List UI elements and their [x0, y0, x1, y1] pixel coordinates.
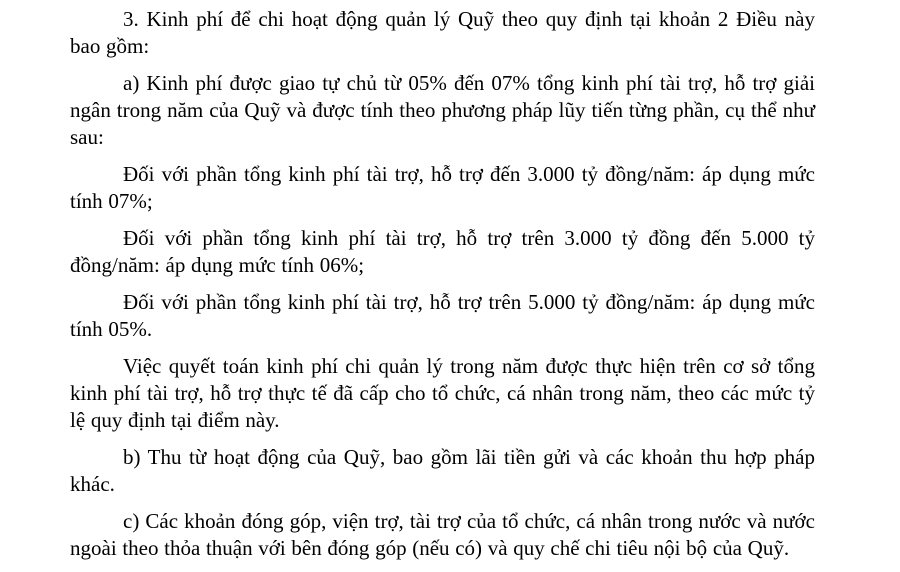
- paragraph-tier-07-percent: Đối với phần tổng kinh phí tài trợ, hỗ trợ đến 3.000 tỷ đồng/năm: áp dụng mức tính 07%;: [70, 162, 815, 213]
- document-page: [70, 6, 815, 572]
- paragraph-tier-06-percent: Đối với phần tổng kinh phí tài trợ, hỗ trợ trên 3.000 tỷ đồng đến 5.000 tỷ đồng/năm: áp dụng mức tính 06%;: [70, 226, 815, 277]
- paragraph-point-a: a) Kinh phí được giao tự chủ từ 05% đến 07% tổng kinh phí tài trợ, hỗ trợ giải ngân trong năm của Quỹ và được tính theo phương pháp lũy tiến từng phần, cụ thể như sau:: [70, 71, 815, 149]
- paragraph-tier-05-percent: Đối với phần tổng kinh phí tài trợ, hỗ trợ trên 5.000 tỷ đồng/năm: áp dụng mức tính 05%.: [70, 290, 815, 341]
- paragraph-point-c: c) Các khoản đóng góp, viện trợ, tài trợ của tổ chức, cá nhân trong nước và nước ngoài theo thỏa thuận với bên đóng góp (nếu có) và quy chế chi tiêu nội bộ của Quỹ.: [70, 509, 815, 560]
- paragraph-settlement: Việc quyết toán kinh phí chi quản lý trong năm được thực hiện trên cơ sở tổng kinh phí tài trợ, hỗ trợ thực tế đã cấp cho tổ chức, cá nhân trong năm, theo các mức tỷ lệ quy định tại điểm này.: [70, 354, 815, 432]
- paragraph-point-b: b) Thu từ hoạt động của Quỹ, bao gồm lãi tiền gửi và các khoản thu hợp pháp khác.: [70, 445, 815, 496]
- paragraph-clause-3: 3. Kinh phí để chi hoạt động quản lý Quỹ theo quy định tại khoản 2 Điều này bao gồm:: [70, 7, 815, 58]
